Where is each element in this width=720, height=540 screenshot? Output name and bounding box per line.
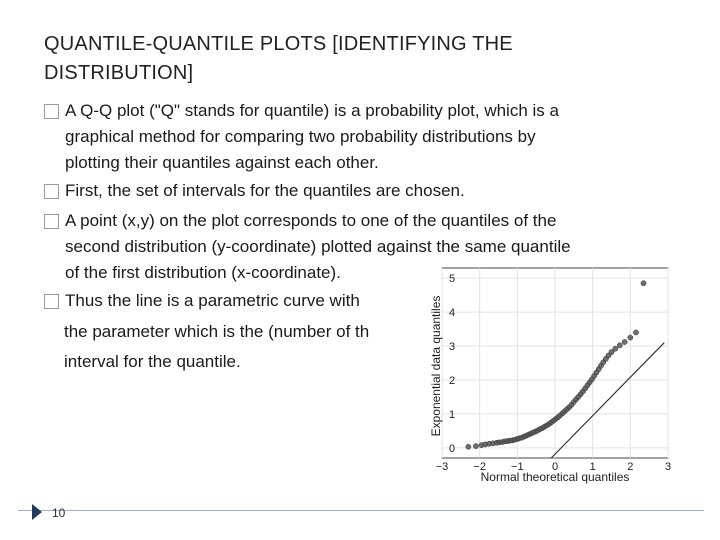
y-tick-label: 4 [448,307,456,320]
bullet-text [65,178,665,204]
x-tick-label: −1 [511,461,524,473]
footer-divider [18,510,704,511]
y-tick-label: 1 [448,408,456,421]
bullet-line: plotting their quantiles against each other. [65,153,379,172]
qq-plot [420,262,680,490]
bullet-line: First, the set of intervals for the quantiles are chosen. [65,181,465,200]
title-line: QUANTILE-QUANTILE PLOTS [IDENTIFYING THE [44,33,513,55]
x-axis-label: Normal theoretical quantiles [480,470,630,484]
data-point [617,343,622,348]
data-point [641,281,646,286]
data-point [613,346,618,351]
x-tick-label: 3 [664,461,672,473]
y-tick-label: 0 [448,442,456,455]
bullet-line: Thus the line is a parametric curve with [65,291,360,310]
bullet-line: A point (x,y) on the plot corresponds to one of the quantiles of the [65,211,557,230]
x-tick-label: 1 [589,461,596,473]
page-number: 10 [52,506,66,520]
qq-plot-svg [420,262,680,490]
continuation-line: interval for the quantile. [64,352,241,371]
bullet-box-icon [44,214,59,229]
continuation-line: the parameter which is the (number of th [64,322,370,341]
y-tick-label: 2 [448,374,456,387]
y-axis-label: Exponential data quantiles [429,295,443,437]
x-tick-label: 0 [551,461,559,473]
y-tick-label: 5 [448,273,456,286]
data-point [633,330,638,335]
bullet-line: second distribution (y-coordinate) plotted against the same quantile [65,237,571,256]
x-tick-label: −3 [435,461,449,473]
bullet-box-icon [44,104,59,119]
data-point [473,444,478,449]
slide-title [44,30,684,88]
bullet-line: graphical method for comparing two probability distributions by [65,127,536,146]
y-tick-label: 3 [448,341,456,354]
bullet-box-icon [44,294,59,309]
bullet-line: A Q-Q plot ("Q" stands for quantile) is a probability plot, which is a [65,101,559,120]
x-tick-label: 2 [627,461,634,473]
arrow-right-icon [32,504,42,520]
bullet-text [65,98,665,176]
title-line: DISTRIBUTION] [44,62,194,84]
bullet-box-icon [44,184,59,199]
data-point [622,339,627,344]
data-point [628,335,633,340]
data-point [466,444,471,449]
bullet-line: of the first distribution (x-coordinate). [65,263,341,282]
x-tick-label: −2 [473,461,486,473]
